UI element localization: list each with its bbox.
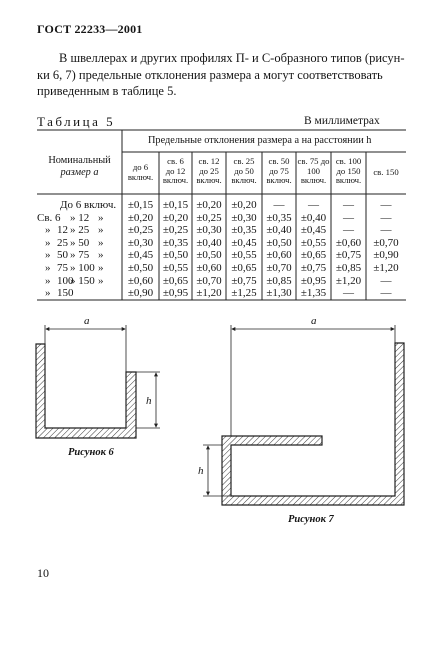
table-cell: ±0,25 xyxy=(127,224,154,237)
column-header-line: св. 25 xyxy=(233,156,255,166)
table-caption: Таблица 5 xyxy=(37,114,116,129)
table-cell: ±0,60 xyxy=(266,249,292,262)
table-cell: ±0,75 xyxy=(300,262,327,274)
row-header-line1: Номинальный xyxy=(48,155,111,166)
table-cell: ±0,55 xyxy=(231,249,257,262)
row-label-part: » 150 xyxy=(70,274,95,287)
table-cell: ±0,50 xyxy=(162,249,189,262)
table-cell: ±0,35 xyxy=(266,211,292,224)
table-cell: ±0,55 xyxy=(300,236,327,249)
table-cell: — xyxy=(380,274,392,287)
table-cell: ±0,15 xyxy=(162,199,189,211)
table-cell: ±0,45 xyxy=(231,236,257,249)
table-cell: ±0,40 xyxy=(266,224,292,237)
row-label-part: » 100 xyxy=(70,262,95,274)
table-cell: ±0,65 xyxy=(162,274,189,287)
column-header-line: св. 150 xyxy=(373,167,399,177)
table-cell: ±0,50 xyxy=(127,262,154,274)
figure-6-dim-h: h xyxy=(146,395,152,407)
table-cell: ±0,85 xyxy=(266,274,292,287)
column-header-line: до 12 xyxy=(165,165,186,176)
table-cell: — xyxy=(380,211,392,224)
row-label-part: » xyxy=(98,236,104,249)
row-label-part: » xyxy=(98,274,104,287)
table-cell: ±0,95 xyxy=(300,274,327,287)
table-group-header: Предельные отклонения размера a на расстоянии h xyxy=(148,135,372,146)
table-cell: ±0,40 xyxy=(300,211,327,224)
page-number: 10 xyxy=(37,566,49,580)
table-cell: ±0,65 xyxy=(300,249,327,262)
column-header-line: до 6 xyxy=(132,162,149,172)
table-cell: — xyxy=(343,287,354,300)
row-label-part: » xyxy=(45,262,51,274)
table-cell: ±1,20 xyxy=(335,274,362,287)
table-cell: ±0,50 xyxy=(266,236,292,249)
table-cell: ±0,20 xyxy=(127,211,154,224)
table-cell: ±0,45 xyxy=(300,224,327,237)
column-header-line: включ. xyxy=(196,175,222,185)
table-cell: — xyxy=(380,287,392,300)
paragraph-line-2: ки 6, 7) предельные отклонения размера a могут соответствовать xyxy=(37,67,383,82)
table-cell: — xyxy=(343,224,354,237)
table-cell: — xyxy=(343,199,354,211)
row-label-part: » 12 xyxy=(70,211,90,224)
table-cell: ±0,30 xyxy=(196,224,222,237)
table-cell: ±0,60 xyxy=(127,274,154,287)
column-header-line: включ. xyxy=(300,175,327,185)
table-cell: ±0,65 xyxy=(231,262,257,274)
table-cell: — xyxy=(343,211,354,224)
table-cell: ±0,20 xyxy=(162,211,189,224)
table-cell: ±1,25 xyxy=(231,287,257,300)
row-label-part: 25 xyxy=(57,236,68,249)
table-cell: ±0,75 xyxy=(335,249,362,262)
table-cell: — xyxy=(273,199,285,211)
table-cell: ±1,35 xyxy=(300,287,327,300)
table-cell: ±0,25 xyxy=(196,211,222,224)
figure-7-dim-a: a xyxy=(311,315,317,327)
table-cell: ±0,90 xyxy=(127,287,154,300)
table-units: В миллиметрах xyxy=(304,115,380,127)
figure-6-caption: Рисунок 6 xyxy=(68,447,114,458)
table-cell: ±1,20 xyxy=(373,262,399,274)
column-header-line: включ. xyxy=(162,175,189,185)
table-cell: ±0,50 xyxy=(196,249,222,262)
table-cell: ±0,70 xyxy=(196,274,222,287)
table-cell: ±0,60 xyxy=(335,236,362,249)
table-cell: ±0,45 xyxy=(127,249,154,262)
row-label-part: » xyxy=(45,287,51,300)
row-label-part: 100 xyxy=(57,274,74,287)
paragraph-line-3: приведенным в таблице 5. xyxy=(37,84,177,98)
table-cell: ±0,25 xyxy=(162,224,189,237)
row-label-part: До 6 включ. xyxy=(60,199,117,211)
column-header-line: св. 75 до xyxy=(297,156,330,166)
row-label-part: » xyxy=(98,211,104,224)
row-label-part: Св. 6 xyxy=(37,211,61,224)
table-cell: — xyxy=(380,224,392,237)
row-label-part: » xyxy=(45,236,51,249)
row-label-part: » xyxy=(98,262,104,274)
column-header-line: включ. xyxy=(127,171,154,182)
table-cell: ±0,70 xyxy=(266,262,292,274)
table-cell: ±1,30 xyxy=(266,287,292,300)
column-header-line: включ. xyxy=(231,175,257,185)
row-header-line2: размер a xyxy=(60,167,99,178)
column-header-line: св. 12 xyxy=(198,156,220,166)
row-label-part: » xyxy=(98,224,104,237)
row-label-part: » xyxy=(98,249,104,262)
table-cell: ±0,60 xyxy=(196,262,222,274)
table-cell: ±0,85 xyxy=(335,262,362,274)
row-label-part: » 25 xyxy=(70,224,90,237)
table-cell: ±1,20 xyxy=(196,287,222,300)
row-label-part: » xyxy=(45,249,51,262)
table-cell: ±0,15 xyxy=(127,199,154,211)
row-label-part: 12 xyxy=(57,224,68,237)
table-cell: ±0,35 xyxy=(162,236,189,249)
row-label-part: » 75 xyxy=(70,249,90,262)
column-header-line: до 150 xyxy=(336,165,361,176)
table-cell: ±0,75 xyxy=(231,274,257,287)
table-cell: ±0,55 xyxy=(162,262,189,274)
column-header-line: до 50 xyxy=(234,165,254,176)
table-cell: ±0,30 xyxy=(127,236,154,249)
column-header-line: 100 xyxy=(306,165,321,176)
row-label-part: » xyxy=(45,274,51,287)
table-cell: ±0,20 xyxy=(231,199,257,211)
paragraph-line-1: В швеллерах и других профилях П- и С-образного типов (рисун- xyxy=(59,51,405,65)
column-header-line: включ. xyxy=(266,175,292,185)
column-header-line: св. 100 xyxy=(335,156,362,166)
table-cell: — xyxy=(308,199,319,211)
table-cell: ±0,40 xyxy=(196,236,222,249)
figure-7-caption: Рисунок 7 xyxy=(288,514,334,525)
column-header-line: включ. xyxy=(335,175,362,185)
row-label-part: » xyxy=(45,224,51,237)
table-cell: ±0,30 xyxy=(231,211,257,224)
document-header: ГОСТ 22233—2001 xyxy=(37,22,143,36)
table-cell: ±0,95 xyxy=(162,287,189,300)
column-header-line: до 75 xyxy=(269,165,289,176)
column-header-line: св. 50 xyxy=(268,156,290,166)
column-header-line: до 25 xyxy=(199,165,219,176)
row-label-part: 75 xyxy=(57,262,68,274)
table-cell: ±0,70 xyxy=(373,236,399,249)
table-cell: ±0,20 xyxy=(196,199,222,211)
table-cell: — xyxy=(380,199,392,211)
table-cell: ±0,90 xyxy=(373,249,399,262)
row-label-part: » 50 xyxy=(70,236,90,249)
row-label-part: 50 xyxy=(57,249,68,262)
column-header-line: св. 6 xyxy=(167,156,184,166)
row-label-part: 150 xyxy=(57,287,74,300)
table-cell: ±0,35 xyxy=(231,224,257,237)
figure-6-dim-a: a xyxy=(84,315,90,327)
figure-7-dim-h: h xyxy=(198,465,204,477)
